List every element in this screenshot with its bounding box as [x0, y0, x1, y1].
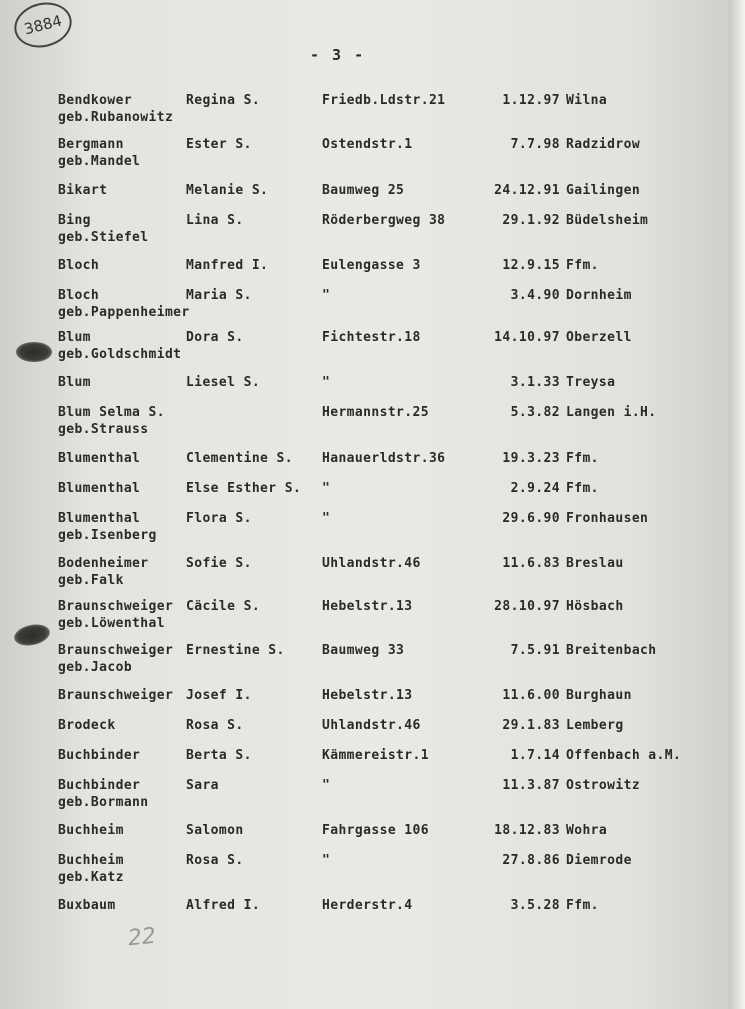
birth-date: 19.3.23: [502, 451, 560, 466]
birth-date: 3.1.33: [510, 375, 560, 390]
birth-place: Ffm.: [566, 451, 599, 466]
surname: Braunschweiger: [58, 599, 174, 614]
birth-place: Radzidrow: [566, 137, 641, 152]
birth-place: Ffm.: [566, 481, 599, 496]
birth-place: Breslau: [566, 556, 624, 571]
street-address: Uhlandstr.46: [322, 718, 421, 733]
birth-date: 2.9.24: [510, 481, 560, 496]
register-entry: [0, 898, 745, 940]
birth-place: Langen i.H.: [566, 405, 657, 420]
first-name: Rosa S.: [186, 718, 244, 733]
register-entry: [0, 643, 745, 685]
street-address: Ostendstr.1: [322, 137, 413, 152]
birth-place: Wilna: [566, 93, 608, 108]
birth-name: geb.Pappenheimer: [58, 305, 190, 320]
birth-date: 24.12.91: [494, 183, 560, 198]
archive-number-stamp: [10, 0, 77, 53]
first-name: Flora S.: [186, 511, 252, 526]
street-address: Hebelstr.13: [322, 688, 413, 703]
birth-date: 5.3.82: [510, 405, 560, 420]
surname: Braunschweiger: [58, 643, 174, 658]
surname: Blum Selma S.: [58, 405, 165, 420]
first-name: Manfred I.: [186, 258, 269, 273]
birth-date: 18.12.83: [494, 823, 560, 838]
page-number: - 3 -: [310, 46, 366, 64]
first-name: Rosa S.: [186, 853, 244, 868]
street-address: Röderbergweg 38: [322, 213, 446, 228]
birth-date: 11.3.87: [502, 778, 560, 793]
surname: Buchheim: [58, 823, 124, 838]
register-entry: [0, 93, 745, 135]
birth-name: geb.Jacob: [58, 660, 133, 675]
first-name: Ernestine S.: [186, 643, 285, 658]
birth-date: 28.10.97: [494, 599, 560, 614]
birth-name: geb.Strauss: [58, 422, 149, 437]
street-address: Hanauerldstr.36: [322, 451, 446, 466]
register-entry: [0, 330, 745, 372]
first-name: Lina S.: [186, 213, 244, 228]
birth-place: Offenbach a.M.: [566, 748, 682, 763]
birth-name: geb.Mandel: [58, 154, 141, 169]
birth-name: geb.Falk: [58, 573, 124, 588]
street-address: Baumweg 25: [322, 183, 405, 198]
surname: Blum: [58, 375, 91, 390]
surname: Buxbaum: [58, 898, 116, 913]
birth-place: Treysa: [566, 375, 616, 390]
birth-name: geb.Goldschmidt: [58, 347, 182, 362]
birth-place: Ostrowitz: [566, 778, 641, 793]
birth-date: 1.12.97: [502, 93, 560, 108]
first-name: Sara: [186, 778, 219, 793]
first-name: Salomon: [186, 823, 244, 838]
birth-date: 3.5.28: [510, 898, 560, 913]
birth-name: geb.Stiefel: [58, 230, 149, 245]
birth-place: Gailingen: [566, 183, 641, 198]
first-name: Alfred I.: [186, 898, 261, 913]
register-entry: [0, 778, 745, 820]
register-entry: [0, 405, 745, 447]
surname: Brodeck: [58, 718, 116, 733]
surname: Bing: [58, 213, 91, 228]
birth-place: Fronhausen: [566, 511, 649, 526]
surname: Buchheim: [58, 853, 124, 868]
register-entry: [0, 137, 745, 179]
street-address: Fichtestr.18: [322, 330, 421, 345]
birth-name: geb.Katz: [58, 870, 124, 885]
first-name: Melanie S.: [186, 183, 269, 198]
birth-name: geb.Bormann: [58, 795, 149, 810]
street-address: ": [322, 853, 331, 868]
surname: Blumenthal: [58, 451, 141, 466]
surname: Blumenthal: [58, 481, 141, 496]
first-name: Else Esther S.: [186, 481, 302, 496]
street-address: Hebelstr.13: [322, 599, 413, 614]
first-name: Berta S.: [186, 748, 252, 763]
birth-date: 7.7.98: [510, 137, 560, 152]
register-entry: [0, 511, 745, 553]
birth-date: 3.4.90: [510, 288, 560, 303]
birth-place: Burghaun: [566, 688, 632, 703]
birth-date: 11.6.00: [502, 688, 560, 703]
surname: Bodenheimer: [58, 556, 149, 571]
register-entry: [0, 599, 745, 641]
street-address: ": [322, 778, 331, 793]
birth-place: Diemrode: [566, 853, 632, 868]
surname: Bendkower: [58, 93, 133, 108]
street-address: Uhlandstr.46: [322, 556, 421, 571]
birth-place: Hösbach: [566, 599, 624, 614]
birth-name: geb.Rubanowitz: [58, 110, 174, 125]
birth-date: 29.1.83: [502, 718, 560, 733]
birth-date: 12.9.15: [502, 258, 560, 273]
street-address: Kämmereistr.1: [322, 748, 429, 763]
first-name: Regina S.: [186, 93, 261, 108]
register-entry: [0, 288, 745, 330]
archive-number: 3884: [22, 11, 64, 39]
street-address: Fahrgasse 106: [322, 823, 429, 838]
first-name: Ester S.: [186, 137, 252, 152]
birth-date: 1.7.14: [510, 748, 560, 763]
birth-date: 11.6.83: [502, 556, 560, 571]
birth-place: Oberzell: [566, 330, 632, 345]
birth-name: geb.Isenberg: [58, 528, 157, 543]
surname: Braunschweiger: [58, 688, 174, 703]
birth-date: 29.6.90: [502, 511, 560, 526]
first-name: Cäcile S.: [186, 599, 261, 614]
birth-name: geb.Löwenthal: [58, 616, 165, 631]
street-address: ": [322, 288, 331, 303]
birth-place: Ffm.: [566, 898, 599, 913]
register-entry: [0, 853, 745, 895]
first-name: Maria S.: [186, 288, 252, 303]
surname: Blumenthal: [58, 511, 141, 526]
birth-date: 7.5.91: [510, 643, 560, 658]
birth-date: 27.8.86: [502, 853, 560, 868]
street-address: ": [322, 375, 331, 390]
birth-place: Dornheim: [566, 288, 632, 303]
street-address: Baumweg 33: [322, 643, 405, 658]
first-name: Clementine S.: [186, 451, 293, 466]
street-address: Herderstr.4: [322, 898, 413, 913]
first-name: Liesel S.: [186, 375, 261, 390]
first-name: Sofie S.: [186, 556, 252, 571]
birth-place: Lemberg: [566, 718, 624, 733]
surname: Bikart: [58, 183, 108, 198]
birth-place: Büdelsheim: [566, 213, 649, 228]
birth-place: Wohra: [566, 823, 608, 838]
surname: Buchbinder: [58, 778, 141, 793]
surname: Bloch: [58, 258, 100, 273]
register-entry: [0, 556, 745, 598]
first-name: Dora S.: [186, 330, 244, 345]
surname: Bergmann: [58, 137, 124, 152]
street-address: ": [322, 481, 331, 496]
birth-place: Ffm.: [566, 258, 599, 273]
birth-place: Breitenbach: [566, 643, 657, 658]
birth-date: 14.10.97: [494, 330, 560, 345]
street-address: ": [322, 511, 331, 526]
surname: Bloch: [58, 288, 100, 303]
street-address: Eulengasse 3: [322, 258, 421, 273]
surname: Blum: [58, 330, 91, 345]
pencil-note: 22: [126, 923, 158, 952]
street-address: Hermannstr.25: [322, 405, 429, 420]
birth-date: 29.1.92: [502, 213, 560, 228]
street-address: Friedb.Ldstr.21: [322, 93, 446, 108]
first-name: Josef I.: [186, 688, 252, 703]
surname: Buchbinder: [58, 748, 141, 763]
register-entry: [0, 213, 745, 255]
